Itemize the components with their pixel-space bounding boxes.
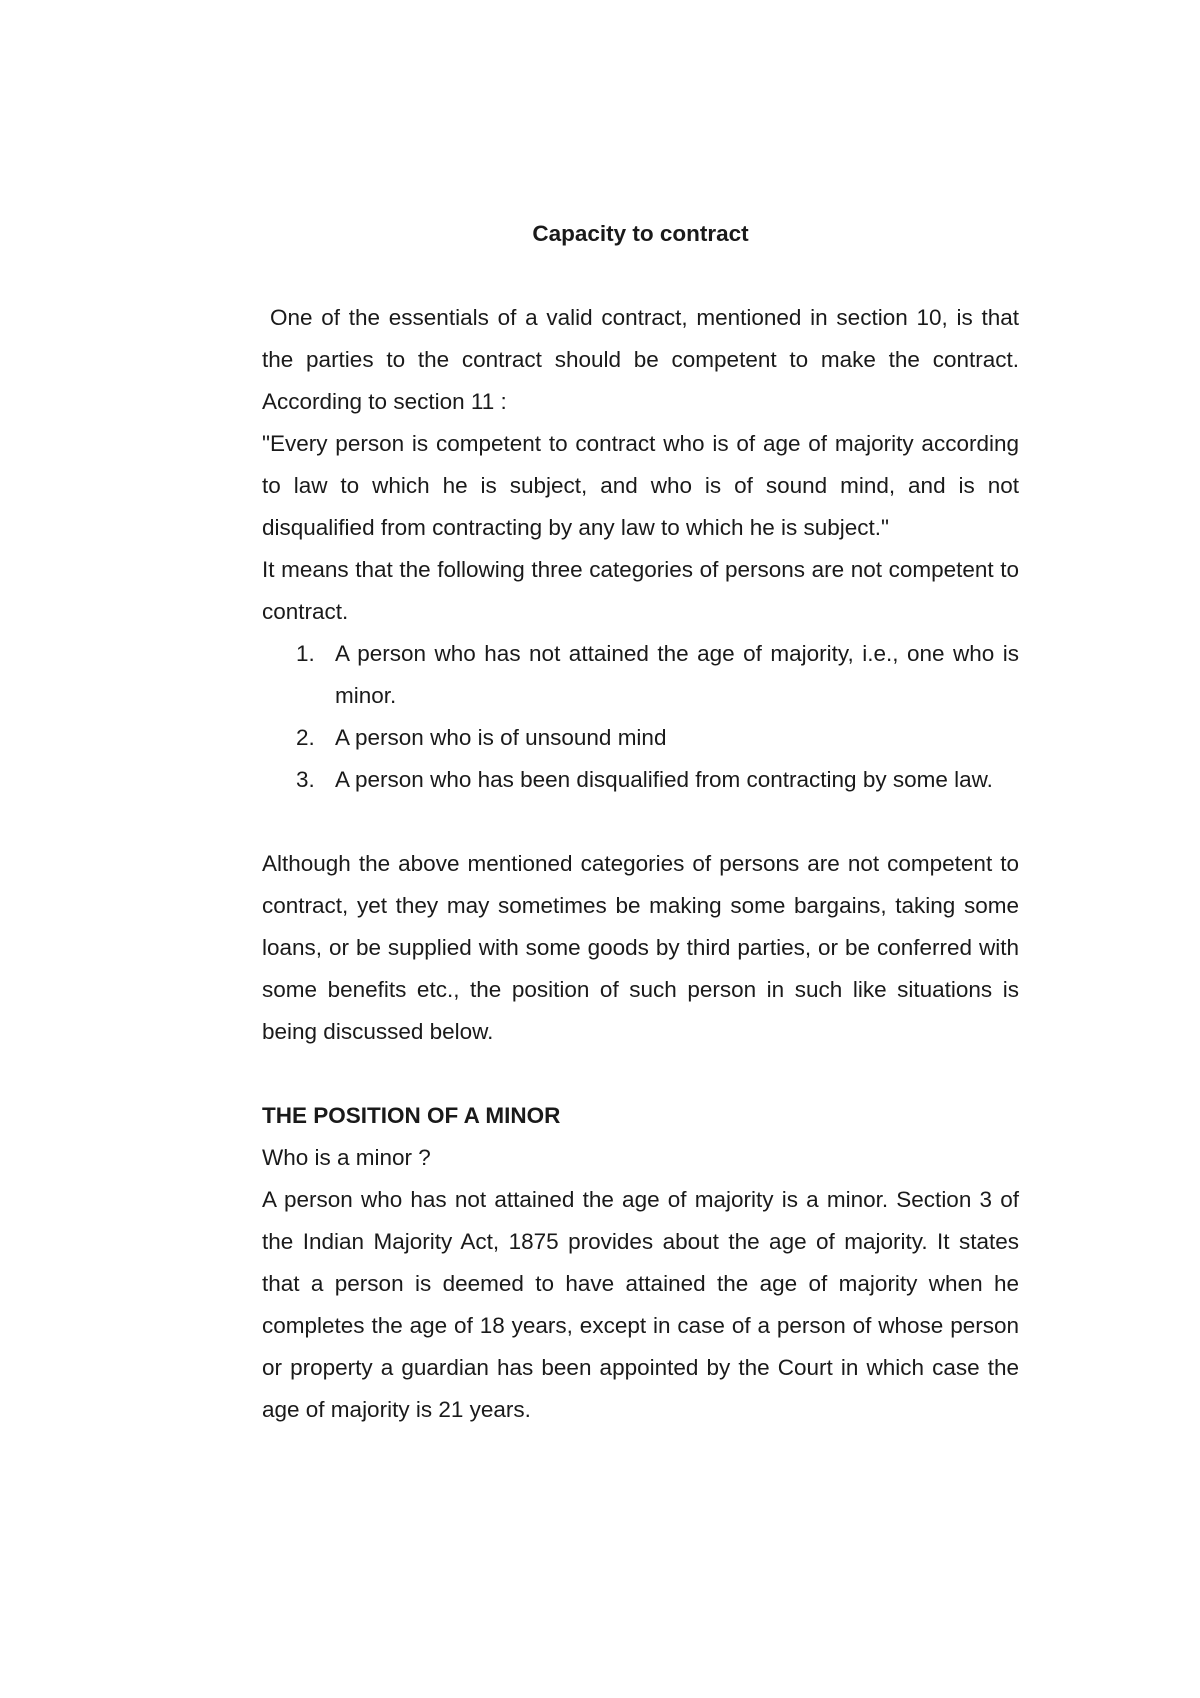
means-paragraph: It means that the following three categories of persons are not competent to contract. xyxy=(262,557,1019,624)
list-item-text: A person who is of unsound mind xyxy=(335,725,667,750)
list-number: 3. xyxy=(296,767,315,792)
intro-paragraph: One of the essentials of a valid contract, mentioned in section 10, is that the parties to the contract should be competent to make the contract. According to section 11 : xyxy=(262,305,1019,414)
subheading: Who is a minor ? xyxy=(262,1145,431,1170)
list-item-text: A person who has not attained the age of majority, i.e., one who is minor. xyxy=(335,641,1019,708)
document-page xyxy=(262,213,1019,1431)
list-number: 2. xyxy=(296,725,315,750)
list-item-text: A person who has been disqualified from contracting by some law. xyxy=(335,767,993,792)
document-title: Capacity to contract xyxy=(532,221,749,246)
list-item xyxy=(262,633,1019,717)
spacer xyxy=(262,801,1019,843)
although-paragraph: Although the above mentioned categories of persons are not competent to contract, yet they may sometimes be making some bargains, taking some loans, or be supplied with some goods by third parties, or be conferred with some benefits etc., the position of such person in such like situations is being discussed below. xyxy=(262,851,1019,1044)
minor-definition-paragraph: A person who has not attained the age of majority is a minor. Section 3 of the Indian Majority Act, 1875 provides about the age of majority. It states that a person is deemed to have attained the age of majority when he completes the age of 18 years, except in case of a person of whose person or property a guardian has been appointed by the Court in which case the age of majority is 21 years. xyxy=(262,1187,1019,1422)
spacer xyxy=(262,255,1019,297)
list-number: 1. xyxy=(296,641,315,666)
section-heading: THE POSITION OF A MINOR xyxy=(262,1103,561,1128)
list-item xyxy=(262,717,1019,759)
list-item xyxy=(262,759,1019,801)
section-11-quote: "Every person is competent to contract who is of age of majority according to law to which he is subject, and who is of sound mind, and is not disqualified from contracting by any law to which he is subject." xyxy=(262,431,1019,540)
categories-list xyxy=(262,633,1019,801)
spacer xyxy=(262,1053,1019,1095)
